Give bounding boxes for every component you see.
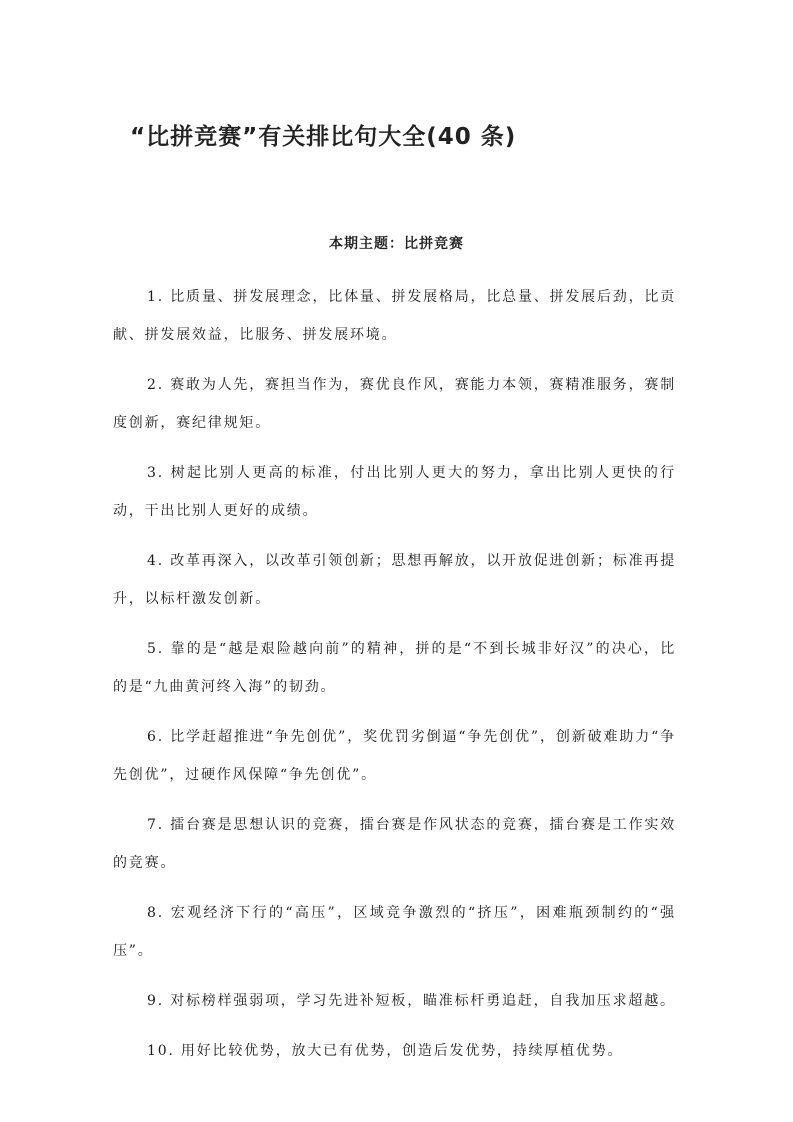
document-subtitle: 本期主题：比拼竞赛 <box>329 236 464 252</box>
list-item: 8. 宏观经济下行的“高压”，区域竞争激烈的“挤压”，困难瓶颈制约的“强压”。 <box>113 905 676 959</box>
sentence-list <box>113 278 676 1082</box>
list-item: 2. 赛敢为人先，赛担当作为，赛优良作风，赛能力本领，赛精准服务，赛制度创新，赛纪律规矩。 <box>113 377 676 431</box>
list-item: 10. 用好比较优势，放大已有优势，创造后发优势，持续厚植优势。 <box>147 1043 624 1059</box>
document-title: “比拼竞赛”有关排比句大全(40 条) <box>130 124 517 150</box>
list-item: 6. 比学赶超推进“争先创优”，奖优罚劣倒逼“争先创优”，创新破难助力“争先创优”，过硬作风保障“争先创优”。 <box>113 729 676 783</box>
list-item: 7. 擂台赛是思想认识的竞赛，擂台赛是作风状态的竞赛，擂台赛是工作实效的竞赛。 <box>113 817 676 871</box>
list-item: 9. 对标榜样强弱项，学习先进补短板，瞄准标杆勇追赶，自我加压求超越。 <box>147 993 676 1009</box>
list-item: 4. 改革再深入，以改革引领创新；思想再解放，以开放促进创新；标准再提升，以标杆激发创新。 <box>113 553 676 607</box>
list-item: 5. 靠的是“越是艰险越向前”的精神，拼的是“不到长城非好汉”的决心，比的是“九曲黄河终入海”的韧劲。 <box>113 641 676 695</box>
list-item: 1. 比质量、拼发展理念，比体量、拼发展格局，比总量、拼发展后劲，比贡献、拼发展效益，比服务、拼发展环境。 <box>113 289 676 343</box>
list-item: 3. 树起比别人更高的标准，付出比别人更大的努力，拿出比别人更快的行动，干出比别人更好的成绩。 <box>113 465 676 519</box>
